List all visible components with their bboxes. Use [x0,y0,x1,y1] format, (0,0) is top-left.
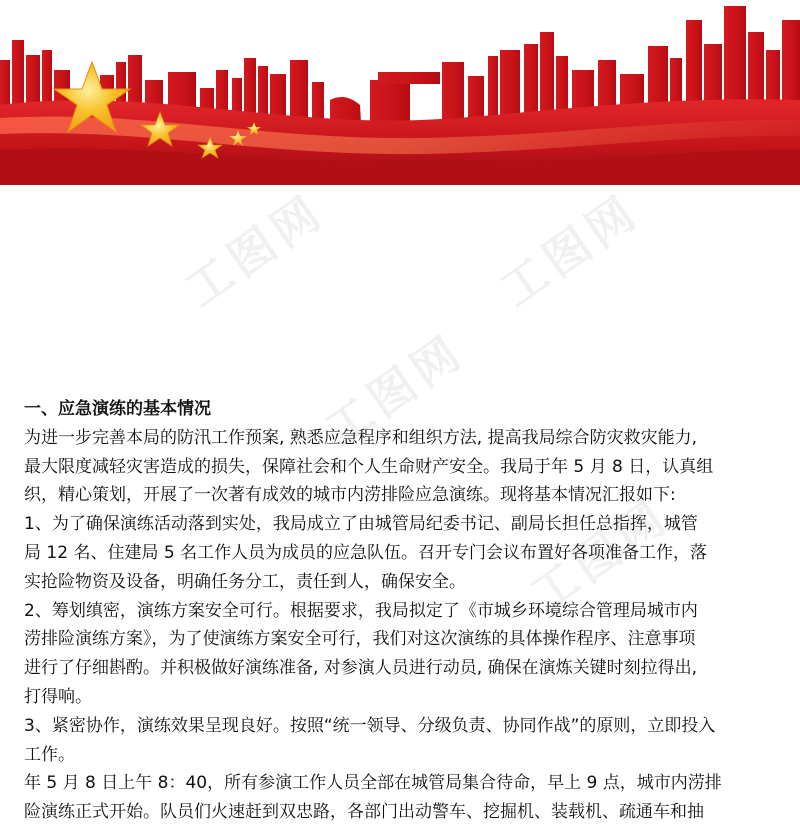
paragraph-line: 进行了仔细斟酌。并积极做好演练准备, 对参演人员进行动员, 确保在演炼关键时刻拉得出, [24,658,698,679]
paragraph-line: 最大限度减轻灾害造成的损失，保障社会和个人生命财产安全。我局于年 5 月 8 日，认真组 [24,456,714,477]
paragraph-line: 3、紧密协作，演练效果呈现良好。按照“统一领导、分级负责、协同作战”的原则，立即投入 [24,715,716,736]
watermark-text: 工图网 [315,323,475,458]
paragraph-line: 涝排险演练方案》，为了使演练方案安全可行，我们对这次演练的具体操作程序、注意事项 [24,629,696,650]
watermark-text: 工图网 [520,488,680,623]
paragraph-line: 局 12 名、住建局 5 名工作人员为成员的应急队伍。召开专门会议布置好各项准备工作，落 [24,542,708,563]
header-banner [0,0,800,185]
paragraph-line: 1、为了确保演练活动落到实处，我局成立了由城管局纪委书记、副局长担任总指挥，城管 [24,514,698,535]
paragraph-line: 2、筹划缜密，演练方案安全可行。根据要求，我局拟定了《市城乡环境综合管理局城市内 [24,600,698,621]
paragraph-line: 织，精心策划，开展了一次著有成效的城市内涝排险应急演练。现将基本情况汇报如下: [24,485,676,506]
watermark-text: 工图网 [490,183,650,318]
section-heading: 一、应急演练的基本情况 [24,399,211,419]
document-body [24,395,784,827]
paragraph-line: 打得响。 [24,686,92,707]
paragraph-line: 实抢险物资及设备，明确任务分工，责任到人，确保安全。 [24,571,466,592]
paragraph-line: 为进一步完善本局的防汛工作预案, 熟悉应急程序和组织方法, 提高我局综合防灾救灾能力, [24,427,698,448]
paragraph-line: 工作。 [24,744,75,765]
paragraph-line: 年 5 月 8 日上午 8：40，所有参演工作人员全部在城管局集合待命，早上 9 点，城市内涝排 [24,773,722,794]
paragraph-line: 险演练正式开始。队员们火速赶到双忠路，各部门出动警车、挖掘机、装载机、疏通车和抽 [24,802,704,823]
watermark-text: 工图网 [175,183,335,318]
